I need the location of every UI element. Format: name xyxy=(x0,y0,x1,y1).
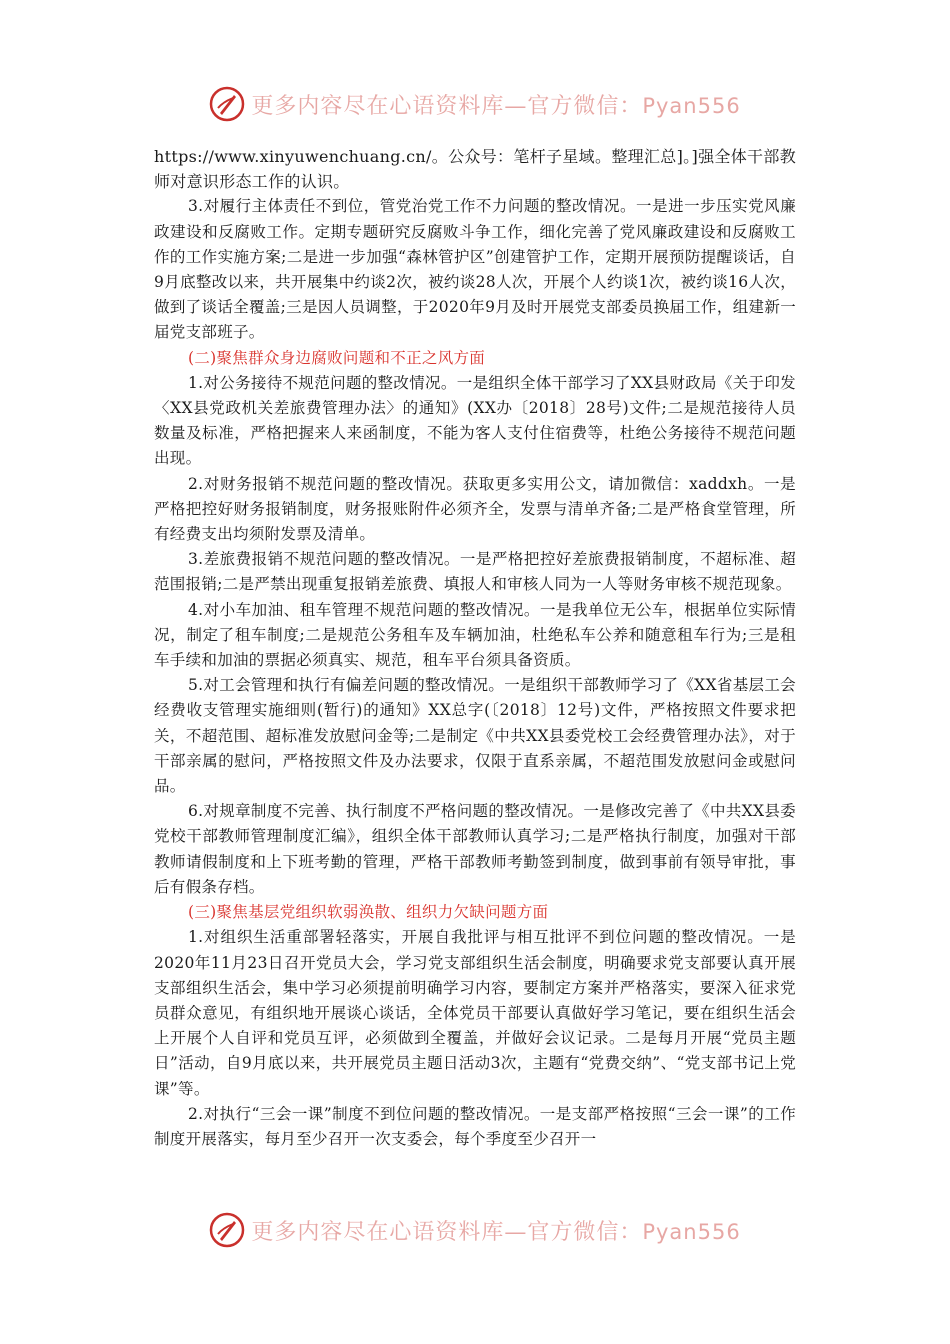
header-watermark-banner xyxy=(0,80,950,128)
banner-wechat-id: Pyan556 xyxy=(642,1219,741,1244)
quill-pen-logo-icon xyxy=(209,1212,245,1248)
paragraph: 6.对规章制度不完善、执行制度不严格问题的整改情况。一是修改完善了《中共XX县委党校干部教师管理制度汇编》，组织全体干部教师认真学习;二是严格执行制度，加强对干部教师请假制度和上下班考勤的管理，严格干部教师考勤签到制度，做到事前有领导审批，事后有假条存档。 xyxy=(154,802,796,896)
paragraph: 2.对执行“三会一课”制度不到位问题的整改情况。一是支部严格按照“三会一课”的工作制度开展落实，每月至少召开一次支委会，每个季度至少召开一 xyxy=(154,1104,796,1148)
section-heading: (二)聚焦群众身边腐败问题和不正之风方面 xyxy=(188,348,486,367)
banner-text xyxy=(251,1215,740,1246)
footer-watermark-banner xyxy=(0,1206,950,1254)
paragraph: 3.差旅费报销不规范问题的整改情况。一是严格把控好差旅费报销制度，不超标准、超范围报销;二是严禁出现重复报销差旅费、填报人和审核人同为一人等财务审核不规范现象。 xyxy=(154,550,796,594)
quill-pen-logo-icon xyxy=(209,86,245,122)
paragraph: 4.对小车加油、租车管理不规范问题的整改情况。一是我单位无公车，根据单位实际情况，制定了租车制度;二是规范公务租车及车辆加油，杜绝私车公养和随意租车行为;三是租车手续和加油的票据必须真实、规范，租车平台须具备资质。 xyxy=(154,600,796,670)
banner-label: 更多内容尽在心语资料库—官方微信： xyxy=(251,93,643,119)
paragraph: 1.对组织生活重部署轻落实，开展自我批评与相互批评不到位问题的整改情况。一是2020年11月23日召开党员大会，学习党支部组织生活会制度，明确要求党支部要认真开展支部组织生活会，集中学习必须提前明确学习内容，要制定方案并严格落实，要深入征求党员群众意见，有组织地开展谈心谈话，全体党员干部要认真做好学习笔记，要在组织生活会上开展个人自评和党员互评，必须做到全覆盖，并做好会议记录。二是每月开展“党员主题日”活动，自9月底以来，共开展党员主题日活动3次，主题有“党费交纳”、“党支部书记上党课”等。 xyxy=(154,928,796,1098)
banner-text xyxy=(251,89,740,120)
section-heading: (三)聚焦基层党组织软弱涣散、组织力欠缺问题方面 xyxy=(188,903,549,922)
banner-wechat-id: Pyan556 xyxy=(642,93,741,118)
paragraph: https://www.xinyuwenchuang.cn/。公众号：笔杆子星域。整理汇总]。]强全体干部教师对意识形态工作的认识。 xyxy=(154,147,796,192)
banner-label: 更多内容尽在心语资料库—官方微信： xyxy=(251,1219,643,1245)
document-body xyxy=(154,144,796,1152)
paragraph: 3.对履行主体责任不到位，管党治党工作不力问题的整改情况。一是进一步压实党风廉政建设和反腐败工作。定期专题研究反腐败斗争工作，细化完善了党风廉政建设和反腐败工作的工作实施方案;二是进一步加强“森林管护区”创建管护工作，定期开展预防提醒谈话，自9月底整改以来，共开展集中约谈2次，被约谈28人次，开展个人约谈1次，被约谈16人次，做到了谈话全覆盖;三是因人员调整，于2020年9月及时开展党支部委员换届工作，组建新一届党支部班子。 xyxy=(154,197,796,342)
paragraph: 1.对公务接待不规范问题的整改情况。一是组织全体干部学习了XX县财政局《关于印发〈XX县党政机关差旅费管理办法〉的通知》(XX办〔2018〕28号)文件;二是规范接待人员数量及标准，严格把握来人来函制度，不能为客人支付住宿费等，杜绝公务接待不规范问题出现。 xyxy=(154,373,796,468)
paragraph: 5.对工会管理和执行有偏差问题的整改情况。一是组织干部教师学习了《XX省基层工会经费收支管理实施细则(暂行)的通知》XX总字(〔2018〕12号)文件，严格按照文件要求把关，不超范围、超标准发放慰问金等;二是制定《中共XX县委党校工会经费管理办法》，对于干部亲属的慰问，严格按照文件及办法要求，仅限于直系亲属，不超范围发放慰问金或慰问品。 xyxy=(154,676,796,796)
paragraph: 2.对财务报销不规范问题的整改情况。获取更多实用公文，请加微信：xaddxh。一是严格把控好财务报销制度，财务报账附件必须齐全，发票与清单齐备;二是严格食堂管理，所有经费支出均须附发票及清单。 xyxy=(154,474,796,544)
